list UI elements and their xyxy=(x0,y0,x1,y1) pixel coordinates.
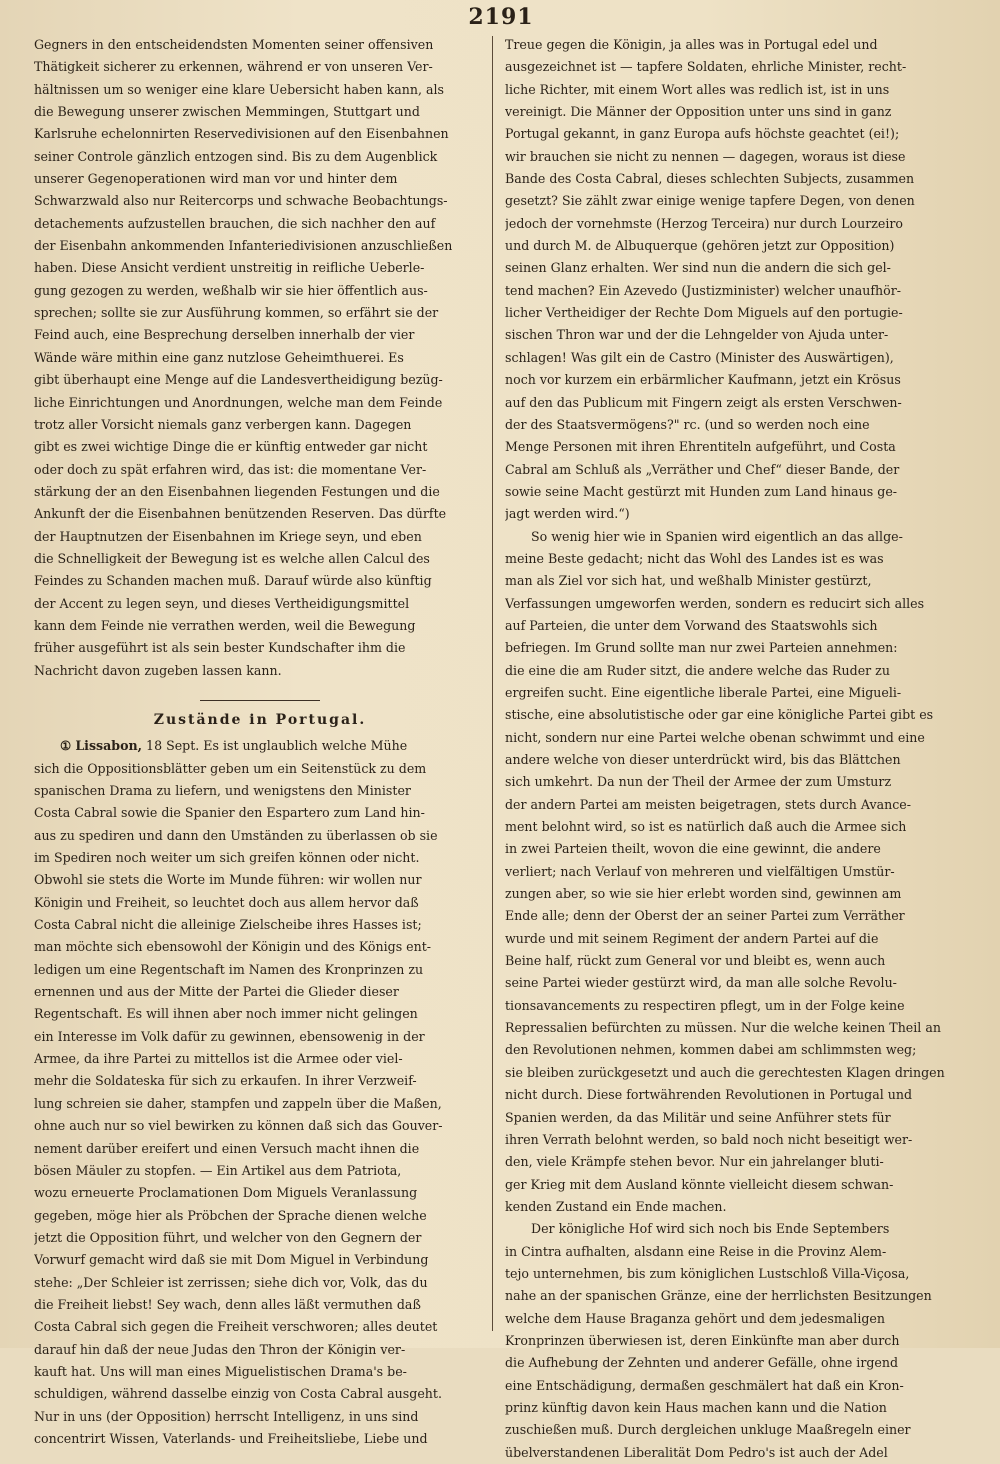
text-line: wurde und mit seinem Regiment der andern Partei auf die xyxy=(505,930,879,946)
text-line: Obwohl sie stets die Worte im Munde führen: wir wollen nur xyxy=(34,872,422,888)
text-line: Spanien werden, da das Militär und seine Anführer stets für xyxy=(505,1109,891,1125)
text-line: kann dem Feinde nie verrathen werden, weil die Bewegung xyxy=(34,617,416,633)
section-heading: Zustände in Portugal. xyxy=(153,711,367,728)
text-line: stische, eine absolutistische oder gar eine königliche Partei gibt es xyxy=(505,707,934,723)
text-line: jedoch der vornehmste (Herzog Terceira) nur durch Lourzeiro xyxy=(505,215,903,231)
text-line: Repressalien befürchten zu müssen. Nur die welche keinen Theil an xyxy=(505,1020,941,1036)
text-line: prinz künftig davon kein Haus machen kann und die Nation xyxy=(505,1399,887,1415)
text-line: Vorwurf gemacht wird daß sie mit Dom Miguel in Verbindung xyxy=(34,1252,429,1268)
text-line: spanischen Drama zu liefern, und wenigstens den Minister xyxy=(34,783,411,798)
text-line: nement darüber ereifert und einen Versuch macht ihnen die xyxy=(34,1140,420,1156)
text-line: jetzt die Opposition führt, und welcher von den Gegnern der xyxy=(34,1229,422,1245)
right-column xyxy=(505,34,963,1464)
text-line: früher ausgeführt ist als sein bester Kundschafter ihm die xyxy=(34,640,406,656)
text-line: kenden Zustand ein Ende machen. xyxy=(505,1198,727,1214)
text-line: Kronprinzen überwiesen ist, deren Einkünfte man aber durch xyxy=(505,1332,900,1348)
text-line: hältnissen um so weniger eine klare Uebersicht haben kann, als xyxy=(34,81,444,97)
article-parties-paragraph xyxy=(505,526,963,1219)
text-line: concentrirt Wissen, Vaterlands- und Freiheitsliebe, Liebe und xyxy=(34,1430,428,1446)
text-line: Costa Cabral nicht die alleinige Zielscheibe ihres Hasses ist; xyxy=(34,917,422,933)
text-line: liche Einrichtungen und Anordnungen, welche man dem Feinde xyxy=(34,394,443,410)
text-line: Menge Personen mit ihren Ehrentiteln aufgeführt, und Costa xyxy=(505,439,896,455)
text-line: ledigen um eine Regentschaft im Namen des Kronprinzen zu xyxy=(34,961,424,977)
text-line: ernennen und aus der Mitte der Partei die Glieder dieser xyxy=(34,984,399,1000)
text-line: ger Krieg mit dem Ausland könnte vielleicht diesem schwan- xyxy=(505,1176,894,1192)
text-line: Feindes zu Schanden machen muß. Darauf würde also künftig xyxy=(34,573,432,589)
text-line: die Schnelligkeit der Bewegung ist es welche allen Calcul des xyxy=(34,550,430,566)
text-line: Ankunft der die Eisenbahnen benützenden Reserven. Das dürfte xyxy=(34,506,447,522)
left-column xyxy=(34,34,486,1450)
text-line: in Cintra aufhalten, alsdann eine Reise in die Provinz Alem- xyxy=(505,1243,887,1259)
text-line: in zwei Parteien theilt, wovon die eine gewinnt, die andere xyxy=(505,841,881,857)
text-line: tejo unternehmen, bis zum königlichen Lustschloß Villa-Viçosa, xyxy=(505,1265,910,1281)
text-line: Armee, da ihre Partei zu mittellos ist die Armee oder viel- xyxy=(34,1051,403,1067)
text-line: Treue gegen die Königin, ja alles was in Portugal edel und xyxy=(505,37,878,52)
text-line: tionsavancements zu respectiren pflegt, um in der Folge keine xyxy=(505,997,905,1013)
text-line: ein Interesse im Volk dafür zu gewinnen, ebensowenig in der xyxy=(34,1028,425,1044)
section-separator xyxy=(200,700,320,701)
text-line: Schwarzwald also nur Reitercorps und schwache Beobachtungs- xyxy=(34,193,448,209)
text-line: der Accent zu legen seyn, und dieses Vertheidigungsmittel xyxy=(34,595,410,611)
text-line: der Hauptnutzen der Eisenbahnen im Kriege seyn, und eben xyxy=(34,528,422,544)
text-line: eine Entschädigung, dermaßen geschmälert hat daß ein Kron- xyxy=(505,1377,904,1393)
text-line: zungen aber, so wie sie hier erlebt worden sind, gewinnen am xyxy=(505,886,902,902)
text-line: detachements aufzustellen brauchen, die sich nachher den auf xyxy=(34,215,436,231)
text-line: schlagen! Was gilt ein de Castro (Minister des Auswärtigen), xyxy=(505,349,894,365)
text-line: zuschießen muß. Durch dergleichen unkluge Maaßregeln einer xyxy=(505,1422,911,1438)
text-line: Königin und Freiheit, so leuchtet doch aus allem hervor daß xyxy=(34,894,419,910)
text-line: sie bleiben zurückgesetzt und auch die gerechtesten Klagen dringen xyxy=(505,1064,945,1080)
text-line: gibt es zwei wichtige Dinge die er künftig entweder gar nicht xyxy=(34,439,428,455)
text-line: Portugal gekannt, in ganz Europa aufs höchste geachtet (ei!); xyxy=(505,126,900,142)
text-line: ment belohnt wird, so ist es natürlich daß auch die Armee sich xyxy=(505,819,907,835)
text-line: Verfassungen umgeworfen werden, sondern es reducirt sich alles xyxy=(505,595,925,611)
text-line: den, viele Krämpfe stehen bevor. Nur ein jahrelanger bluti- xyxy=(505,1154,884,1170)
text-line: lung schreien sie daher, stampfen und zappeln über die Maßen, xyxy=(34,1095,442,1111)
text-line: sprechen; sollte sie zur Ausführung kommen, so erfährt sie der xyxy=(34,305,439,321)
text-line: ergreifen sucht. Eine eigentliche liberale Partei, eine Migueli- xyxy=(505,684,902,700)
text-line: oder doch zu spät erfahren wird, das ist: die momentane Ver- xyxy=(34,461,427,477)
text-line: die Bewegung unserer zwischen Memmingen, Stuttgart und xyxy=(34,104,420,120)
text-line: übelverstandenen Liberalität Dom Pedro's ist auch der Adel xyxy=(505,1444,888,1460)
dateline-text: 18 Sept. Es ist unglaublich welche Mühe xyxy=(142,738,408,754)
text-line: tend machen? Ein Azevedo (Justizminister) welcher unaufhör- xyxy=(505,282,902,298)
text-line: und durch M. de Albuquerque (gehören jetzt zur Opposition) xyxy=(505,238,895,254)
text-line: sich umkehrt. Da nun der Theil der Armee der zum Umsturz xyxy=(505,774,892,790)
text-line: stehe: „Der Schleier ist zerrissen; siehe dich vor, Volk, das du xyxy=(34,1274,428,1290)
text-line: seinen Glanz erhalten. Wer sind nun die andern die sich gel- xyxy=(505,260,891,276)
text-line: gibt überhaupt eine Menge auf die Landesvertheidigung bezüg- xyxy=(34,372,443,388)
text-line: bösen Mäuler zu stopfen. — Ein Artikel aus dem Patriota, xyxy=(34,1162,402,1178)
text-line: Cabral am Schluß als „Verräther und Chef“ dieser Bande, der xyxy=(505,461,900,477)
text-line: wir brauchen sie nicht zu nennen — dagegen, woraus ist diese xyxy=(505,148,906,164)
text-line: man als Ziel vor sich hat, und weßhalb Minister gestürzt, xyxy=(505,573,872,589)
text-line: die Freiheit liebst! Sey wach, denn alles läßt vermuthen daß xyxy=(34,1296,421,1312)
text-line: Bande des Costa Cabral, dieses schlechten Subjects, zusammen xyxy=(505,171,915,187)
text-line: ausgezeichnet ist — tapfere Soldaten, ehrliche Minister, recht- xyxy=(505,59,907,75)
text-line: Thätigkeit sicherer zu erkennen, während er von unseren Ver- xyxy=(34,59,433,75)
text-line: Feind auch, eine Besprechung derselben innerhalb der vier xyxy=(34,327,415,343)
text-line: meine Beste gedacht; nicht das Wohl des Landes ist es was xyxy=(505,550,884,566)
text-line: Karlsruhe echelonnirten Reservedivisionen auf den Eisenbahnen xyxy=(34,126,449,142)
text-line: schuldigen, während dasselbe einzig von Costa Cabral ausgeht. xyxy=(34,1386,442,1402)
text-line: der andern Partei am meisten beigetragen, stets durch Avance- xyxy=(505,796,911,812)
page-number: 2191 xyxy=(468,4,534,30)
text-line: gung gezogen zu werden, weßhalb wir sie hier öffentlich aus- xyxy=(34,282,428,298)
text-line: auf den das Publicum mit Fingern zeigt als ersten Verschwen- xyxy=(505,394,902,410)
article-quote-continuation xyxy=(505,34,963,526)
text-line: sowie seine Macht gestürzt mit Hunden zum Land hinaus ge- xyxy=(505,483,898,499)
text-line: die eine die am Ruder sitzt, die andere welche das Ruder zu xyxy=(505,662,890,678)
text-line: stärkung der an den Eisenbahnen liegenden Festungen und die xyxy=(34,483,440,499)
text-line: seiner Controle gänzlich entzogen sind. Bis zu dem Augenblick xyxy=(34,148,438,164)
text-line: wozu erneuerte Proclamationen Dom Miguels Veranlassung xyxy=(34,1185,418,1201)
text-line: gesetzt? Sie zählt zwar einige wenige tapfere Degen, von denen xyxy=(505,193,915,209)
text-line: Wände wäre mithin eine ganz nutzlose Geheimthuerei. Es xyxy=(34,349,404,365)
article-portugal-body xyxy=(34,758,486,1451)
text-line: seine Partei wieder gestürzt wird, da man alle solche Revolu- xyxy=(505,975,897,991)
text-line: licher Vertheidiger der Rechte Dom Miguels auf den portugie- xyxy=(505,305,903,321)
text-line: sich die Oppositionsblätter geben um ein Seitenstück zu dem xyxy=(34,760,427,776)
text-line: befriegen. Im Grund sollte man nur zwei Parteien annehmen: xyxy=(505,640,898,656)
text-line: Ende alle; denn der Oberst der an seiner Partei zum Verräther xyxy=(505,908,905,924)
text-line: verliert; nach Verlauf von mehreren und vielfältigen Umstür- xyxy=(505,863,895,879)
text-line: Costa Cabral sich gegen die Freiheit verschworen; alles deutet xyxy=(34,1319,438,1335)
column-divider xyxy=(492,36,493,1331)
text-line: So wenig hier wie in Spanien wird eigentlich an das allge- xyxy=(531,528,903,544)
text-line: Costa Cabral sowie die Spanier den Espartero zum Land hin- xyxy=(34,805,425,821)
article-court-paragraph xyxy=(505,1218,963,1464)
text-line: unserer Gegenoperationen wird man vor und hinter dem xyxy=(34,171,398,187)
text-line: ihren Verrath belohnt werden, so bald noch nicht beseitigt wer- xyxy=(505,1131,913,1147)
text-line: jagt werden wird.“) xyxy=(505,506,630,522)
text-line: gegeben, möge hier als Pröbchen der Sprache dienen welche xyxy=(34,1207,427,1223)
text-line: sischen Thron war und der die Lehngelder von Ajuda unter- xyxy=(505,327,889,343)
text-line: andere welche von dieser unterdrückt wird, bis das Blättchen xyxy=(505,752,901,767)
text-line: den Revolutionen nehmen, kommen dabei am schlimmsten weg; xyxy=(505,1042,917,1058)
text-line: welche dem Hause Braganza gehört und dem jedesmaligen xyxy=(505,1310,885,1326)
text-line: auf Parteien, die unter dem Vorwand des Staatswohls sich xyxy=(505,617,878,633)
text-line: Regentschaft. Es will ihnen aber noch immer nicht gelingen xyxy=(34,1006,418,1022)
text-line: nicht, sondern nur eine Partei welche obenan schwimmt und eine xyxy=(505,729,925,745)
text-line: man möchte sich ebensowohl der Königin und des Königs ent- xyxy=(34,939,432,955)
text-line: Beine half, rückt zum General vor und bleibt es, wenn auch xyxy=(505,953,886,969)
correspondent-marker: ① xyxy=(60,738,72,754)
text-line: die Aufhebung der Zehnten und anderer Gefälle, ohne irgend xyxy=(505,1355,899,1371)
text-line: ohne auch nur so viel bewirken zu können daß sich das Gouver- xyxy=(34,1118,443,1134)
text-line: Der königliche Hof wird sich noch bis Ende Septembers xyxy=(531,1221,890,1237)
text-line: darauf hin daß der neue Judas den Thron der Königin ver- xyxy=(34,1341,406,1357)
text-line: aus zu spediren und dann den Umständen zu überlassen ob sie xyxy=(34,827,438,843)
article-military-continuation xyxy=(34,34,486,682)
text-line: Gegners in den entscheidendsten Momenten seiner offensiven xyxy=(34,37,434,52)
text-line: nicht durch. Diese fortwährenden Revolutionen in Portugal und xyxy=(505,1087,913,1103)
text-line: kauft hat. Uns will man eines Miguelistischen Drama's be- xyxy=(34,1363,407,1379)
text-line: vereinigt. Die Männer der Opposition unter uns sind in ganz xyxy=(505,104,892,120)
text-line: Nur in uns (der Opposition) herrscht Intelligenz, in uns sind xyxy=(34,1408,419,1424)
text-line: trotz aller Vorsicht niemals ganz verbergen kann. Dagegen xyxy=(34,416,412,432)
dateline-line xyxy=(34,735,486,757)
text-line: mehr die Soldateska für sich zu erkaufen. In ihrer Verzweif- xyxy=(34,1073,417,1089)
text-line: haben. Diese Ansicht verdient unstreitig in reifliche Ueberle- xyxy=(34,260,425,276)
text-line: noch vor kurzem ein erbärmlicher Kaufmann, jetzt ein Krösus xyxy=(505,372,901,388)
text-line: nahe an der spanischen Gränze, eine der herrlichsten Besitzungen xyxy=(505,1288,932,1304)
text-line: Nachricht davon zugeben lassen kann. xyxy=(34,662,282,678)
text-line: im Spediren noch weiter um sich greifen können oder nicht. xyxy=(34,850,420,866)
dateline-place: Lissabon, xyxy=(75,738,143,754)
text-line: der des Staatsvermögens?" rc. (und so werden noch eine xyxy=(505,416,870,432)
text-line: liche Richter, mit einem Wort alles was redlich ist, ist in uns xyxy=(505,81,890,97)
text-line: der Eisenbahn ankommenden Infanteriedivisionen anzuschließen xyxy=(34,238,453,254)
